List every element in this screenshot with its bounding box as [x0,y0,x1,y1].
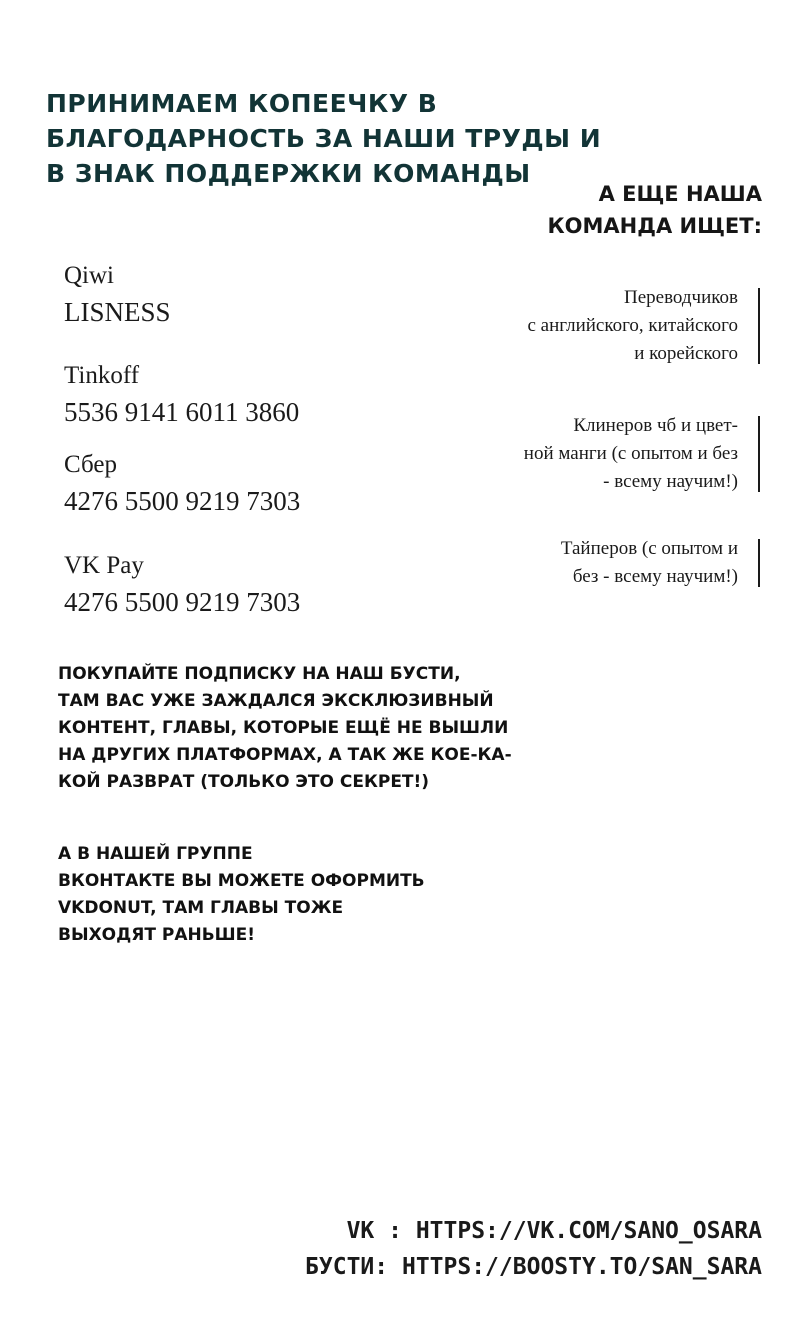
payment-value: 5536 9141 6011 3860 [64,397,300,427]
role-typers [561,535,760,591]
role-line: с английского, китайского [527,315,738,336]
boosty-link-row [305,1249,762,1285]
promo-line: ВКОНТАКТЕ ВЫ МОЖЕТЕ ОФОРМИТЬ [58,871,425,891]
vk-link-url[interactable]: HTTPS://VK.COM/SANO_OSARA [415,1218,762,1244]
vk-link-row [305,1213,762,1249]
donation-title-line: ПРИНИМАЕМ КОПЕЕЧКУ В [46,89,438,118]
social-links [305,1213,762,1285]
donation-title-line: В ЗНАК ПОДДЕРЖКИ КОМАНДЫ [46,159,531,188]
role-line: Тайперов (с опытом и [560,538,738,559]
boosty-link-url[interactable]: HTTPS://BOOSTY.TO/SAN_SARA [401,1254,762,1280]
vk-link-label: VK : [346,1218,416,1244]
payment-vkpay [64,548,300,620]
promo-line: VKDONUT, ТАМ ГЛАВЫ ТОЖЕ [58,898,344,918]
donation-title-line: БЛАГОДАРНОСТЬ ЗА НАШИ ТРУДЫ И [46,124,602,153]
payment-qiwi [64,258,171,330]
promo-line: КОНТЕНТ, ГЛАВЫ, КОТОРЫЕ ЕЩЁ НЕ ВЫШЛИ [58,718,509,738]
promo-line: ТАМ ВАС УЖЕ ЗАЖДАЛСЯ ЭКСКЛЮЗИВНЫЙ [58,691,494,711]
payment-value: 4276 5500 9219 7303 [64,486,301,516]
role-divider [758,539,760,587]
payment-value: 4276 5500 9219 7303 [64,587,301,617]
promo-line: ПОКУПАЙТЕ ПОДПИСКУ НА НАШ БУСТИ, [58,664,461,684]
role-line: - всему научим!) [603,471,738,492]
role-line: и корейского [634,343,738,364]
payment-name: VK Pay [64,552,144,579]
donation-title [46,86,602,191]
role-line: Клинеров чб и цвет- [573,415,738,436]
boosty-promo [58,661,512,796]
team-seeking-title-line: А ЕЩЕ НАША [598,182,762,206]
payment-tinkoff [64,358,299,430]
team-seeking-title-line: КОМАНДА ИЩЕТ: [547,214,762,238]
role-divider [758,288,760,364]
role-line: без - всему научим!) [572,566,738,587]
vk-promo [58,841,425,949]
promo-line: НА ДРУГИХ ПЛАТФОРМАХ, А ТАК ЖЕ КОЕ-КА- [58,745,512,765]
role-divider [758,416,760,492]
role-cleaners [524,412,760,496]
payment-name: Qiwi [64,262,114,289]
role-line: ной манги (с опытом и без [523,443,738,464]
promo-line: ВЫХОДЯТ РАНЬШЕ! [58,925,256,945]
promo-line: А В НАШЕЙ ГРУППЕ [58,844,253,864]
role-line: Переводчиков [623,287,738,308]
payment-sber [64,447,300,519]
promo-line: КОЙ РАЗВРАТ (ТОЛЬКО ЭТО СЕКРЕТ!) [58,772,430,792]
payment-name: Сбер [64,451,117,478]
payment-name: Tinkoff [64,362,140,389]
boosty-link-label: БУСТИ: [305,1254,402,1280]
role-translators [527,284,760,368]
payment-value: LISNESS [64,297,171,327]
team-seeking-title [548,178,763,242]
